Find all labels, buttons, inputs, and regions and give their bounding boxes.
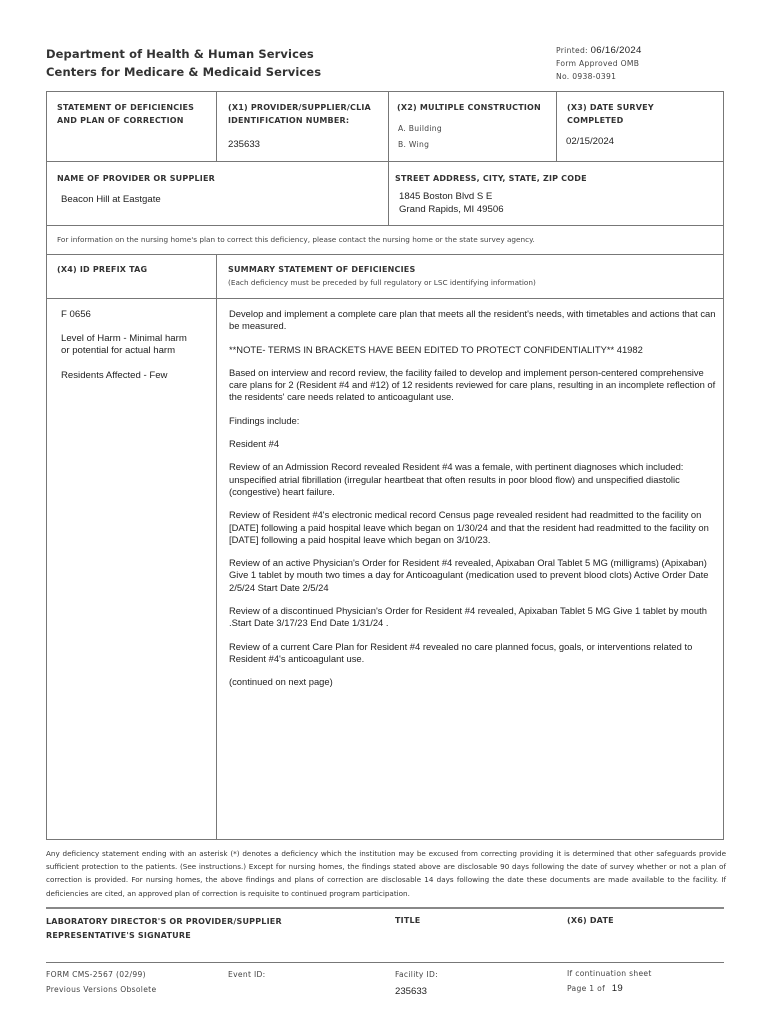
- summary-label: SUMMARY STATEMENT OF DEFICIENCIES: [228, 265, 416, 274]
- info-line: For information on the nursing home's plan to correct this deficiency, please contact the nursing home or the state survey agency.: [57, 235, 535, 244]
- omb-number: No. 0938-0391: [556, 72, 617, 81]
- department-title: Department of Health & Human Services: [46, 47, 314, 61]
- divider: [46, 254, 724, 255]
- facility-id-label: Facility ID:: [395, 970, 438, 979]
- x3-label: (X3) DATE SURVEY COMPLETED: [567, 103, 654, 125]
- paragraph: Findings include:: [229, 414, 300, 426]
- printed-line: [556, 45, 642, 56]
- tag-value: F 0656: [61, 309, 91, 320]
- divider: [46, 225, 724, 226]
- paragraph: Review of an active Physician's Order for Resident #4 revealed, Apixaban Oral Tablet 5 MG (milligrams) (Apixaban) Give 1 tablet by mouth two times a day for Anticoagulant (medication used to prevent blood clots) Active Order Date 2/5/24 Start Date 2/5/24: [229, 557, 709, 593]
- title-label: TITLE: [395, 916, 421, 925]
- date-label: (X6) DATE: [567, 916, 614, 925]
- divider: [46, 962, 724, 963]
- summary-body: [229, 308, 719, 700]
- summary-sub: (Each deficiency must be preceded by full regulatory or LSC identifying information): [228, 278, 536, 287]
- paragraph: Resident #4: [229, 438, 280, 450]
- paragraph: Review of Resident #4's electronic medical record Census page revealed resident had readmitted to the facility on [DATE] following a paid hospital leave which began on 1/30/24 and that the resident had readmitted to the facility on [DATE] following a paid hospital leave which began on 3/10/23.: [229, 509, 709, 545]
- divider: [216, 91, 217, 161]
- x1-value: 235633: [228, 139, 261, 150]
- x2-wing: B. Wing: [398, 140, 430, 149]
- column-divider: [216, 254, 217, 840]
- page-total: 19: [611, 983, 624, 994]
- paragraph: Review of a discontinued Physician's Order for Resident #4 revealed, Apixaban Tablet 5 MG Give 1 tablet by mouth .Start Date 3/17/23 End Date 1/31/24 .: [229, 605, 707, 629]
- divider: [46, 161, 724, 162]
- address-label: STREET ADDRESS, CITY, STATE, ZIP CODE: [395, 174, 587, 183]
- paragraph: Develop and implement a complete care plan that meets all the resident's needs, with timetables and actions that can be measured.: [229, 308, 716, 332]
- x3-value: 02/15/2024: [566, 136, 615, 147]
- paragraph: Review of an Admission Record revealed Resident #4 was a female, with pertinent diagnoses which included: unspecified atrial fibrillation (irregular heartbeat that often results in poor blood flow) and unspecified diastolic (congestive) heart failure.: [229, 461, 684, 497]
- residents-affected: Residents Affected - Few: [61, 370, 168, 381]
- provider-label: NAME OF PROVIDER OR SUPPLIER: [57, 174, 216, 183]
- centers-title: Centers for Medicare & Medicaid Services: [46, 65, 322, 79]
- facility-id-value: 235633: [395, 986, 428, 997]
- paragraph: **NOTE- TERMS IN BRACKETS HAVE BEEN EDITED TO PROTECT CONFIDENTIALITY** 41982: [229, 343, 643, 355]
- x4-label: (X4) ID PREFIX TAG: [57, 265, 148, 274]
- address-line2: Grand Rapids, MI 49506: [399, 204, 504, 215]
- paragraph: Review of a current Care Plan for Resident #4 revealed no care planned focus, goals, or interventions related to Resident #4's anticoagulant use.: [229, 640, 693, 664]
- form-approved: Form Approved OMB: [556, 59, 640, 68]
- address-line1: 1845 Boston Blvd S E: [399, 191, 493, 202]
- page-label: Page 1 of: [567, 984, 606, 993]
- x1-label: (X1) PROVIDER/SUPPLIER/CLIA IDENTIFICATION NUMBER:: [228, 103, 371, 125]
- continuation-sheet: If continuation sheet: [567, 969, 652, 978]
- page-indicator: [567, 983, 623, 994]
- divider: [388, 161, 389, 225]
- x2-building: A. Building: [398, 124, 442, 133]
- previous-versions: Previous Versions Obsolete: [46, 985, 157, 994]
- printed-date: 06/16/2024: [590, 45, 642, 56]
- divider: [46, 298, 724, 299]
- continued-note: (continued on next page): [229, 676, 333, 688]
- statement-label: STATEMENT OF DEFICIENCIES AND PLAN OF CORRECTION: [57, 103, 195, 125]
- event-id-label: Event ID:: [228, 970, 266, 979]
- x2-label: (X2) MULTIPLE CONSTRUCTION: [397, 103, 541, 112]
- paragraph: Based on interview and record review, the facility failed to develop and implement person-centered comprehensive care plans for 2 (Resident #4 and #12) of 12 residents reviewed for care plans, resulting in an incomplete reflection of the residents' care needs related to anticoagulant use.: [229, 366, 716, 403]
- printed-label: Printed:: [556, 46, 588, 55]
- form-number: FORM CMS-2567 (02/99): [46, 970, 146, 979]
- divider: [46, 907, 724, 909]
- signature-label: LABORATORY DIRECTOR'S OR PROVIDER/SUPPLIER REPRESENTATIVE'S SIGNATURE: [46, 917, 282, 940]
- harm-level: Level of Harm - Minimal harm or potential for actual harm: [61, 333, 187, 357]
- provider-value: Beacon Hill at Eastgate: [61, 194, 161, 205]
- disclaimer: Any deficiency statement ending with an asterisk (*) denotes a deficiency which the institution may be excused from correcting providing it is determined that other safeguards provide sufficient protection to the patients. (See instructions.) Except for nursing homes, the findings stated above are disclosable 90 days following the date of survey whether or not a plan of correction is provided. For nursing homes, the above findings and plans of correction are disclosable 14 days following the date these documents are made available to the facility. If deficiencies are cited, an approved plan of correction is requisite to continued program participation.: [46, 849, 726, 898]
- divider: [556, 91, 557, 161]
- divider: [388, 91, 389, 161]
